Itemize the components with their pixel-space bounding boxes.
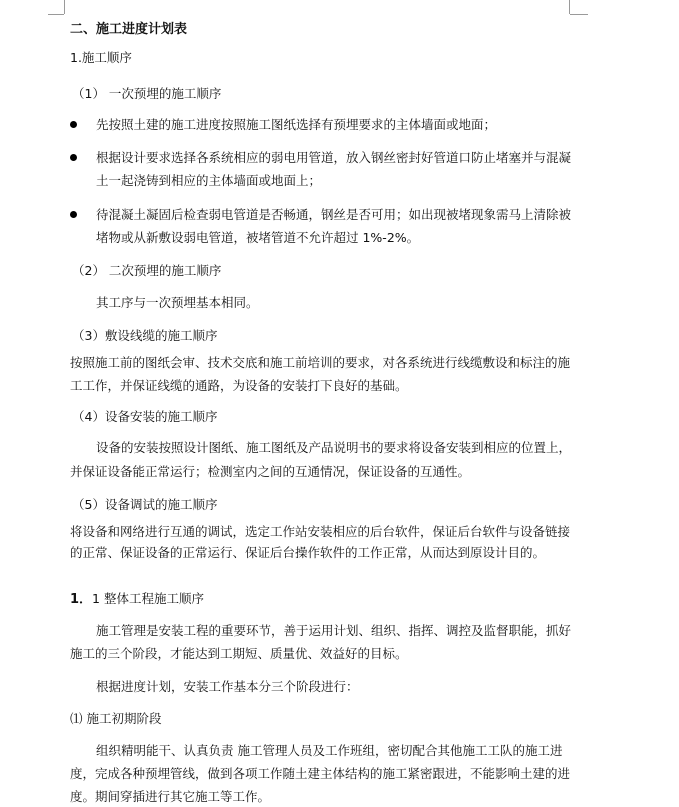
bullet-icon (70, 211, 77, 218)
paragraph-line: 按照施工前的图纸会审、技术交底和施工前培训的要求，对各系统进行线缆敷设和标注的施 (70, 355, 571, 370)
item-title: （5）设备调试的施工顺序 (72, 497, 218, 512)
subsection-title (70, 591, 204, 608)
paragraph-line: 度，完成各种预埋管线，做到各项工作随土建主体结构的施工紧密跟进，不能影响土建的进 (70, 766, 571, 781)
paragraph-line: 施工的三个阶段，才能达到工期短、质量优、效益好的目标。 (70, 646, 408, 661)
subsection-title: 1.施工顺序 (70, 50, 132, 65)
section-title: 二、施工进度计划表 (70, 22, 188, 37)
crop-mark-top-left (48, 14, 64, 15)
paragraph-line: 工工作，并保证线缆的通路，为设备的安装打下良好的基础。 (70, 378, 408, 393)
paragraph-line: 并保证设备能正常运行；检测室内之间的互通情况，保证设备的互通性。 (70, 464, 471, 479)
crop-mark-top-right (570, 14, 588, 15)
paragraph-line: 度。期间穿插进行其它施工等工作。 (70, 789, 271, 804)
subsection-label: 1 整体工程施工顺序 (92, 591, 204, 606)
bullet-text: 堵物或从新敷设弱电管道，被堵管道不允许超过 1%-2%。 (96, 230, 420, 245)
item-title: （3）敷设线缆的施工顺序 (72, 328, 218, 343)
bullet-icon (70, 154, 77, 161)
item-title: （4）设备安装的施工顺序 (72, 409, 218, 424)
crop-mark-top-right (569, 0, 570, 14)
bullet-text: 根据设计要求选择各系统相应的弱电用管道，放入钢丝密封好管道口防止堵塞并与混凝 (96, 150, 572, 165)
item-title: （2） 二次预埋的施工顺序 (72, 263, 222, 278)
bullet-icon (70, 121, 77, 128)
paragraph-line: 其工序与一次预埋基本相同。 (96, 295, 259, 310)
bullet-text: 待混凝土凝固后检查弱电管道是否畅通，钢丝是否可用；如出现被堵现象需马上清除被 (96, 207, 572, 222)
paragraph-line: 根据进度计划，安装工作基本分三个阶段进行： (96, 679, 359, 694)
phase-title: ⑴ 施工初期阶段 (70, 711, 162, 726)
paragraph-line: 将设备和网络进行互通的调试，选定工作站安装相应的后台软件，保证后台软件与设备链接 (70, 524, 571, 539)
paragraph-line: 设备的安装按照设计图纸、施工图纸及产品说明书的要求将设备安装到相应的位置上， (96, 440, 572, 455)
bullet-text: 土一起浇铸到相应的主体墙面或地面上； (96, 173, 322, 188)
paragraph-line: 组织精明能干、认真负责 施工管理人员及工作班组，密切配合其他施工工队的施工进 (96, 743, 563, 758)
subsection-number: 1． (70, 592, 93, 607)
crop-mark-top-left (64, 0, 65, 14)
paragraph-line: 施工管理是安装工程的重要环节，善于运用计划、组织、指挥、调控及监督职能，抓好 (96, 623, 572, 638)
paragraph-line: 的正常、保证设备的正常运行、保证后台操作软件的工作正常，从而达到原设计目的。 (70, 545, 546, 560)
item-title: （1） 一次预埋的施工顺序 (72, 86, 222, 101)
bullet-text: 先按照土建的施工进度按照施工图纸选择有预埋要求的主体墙面或地面； (96, 117, 497, 132)
